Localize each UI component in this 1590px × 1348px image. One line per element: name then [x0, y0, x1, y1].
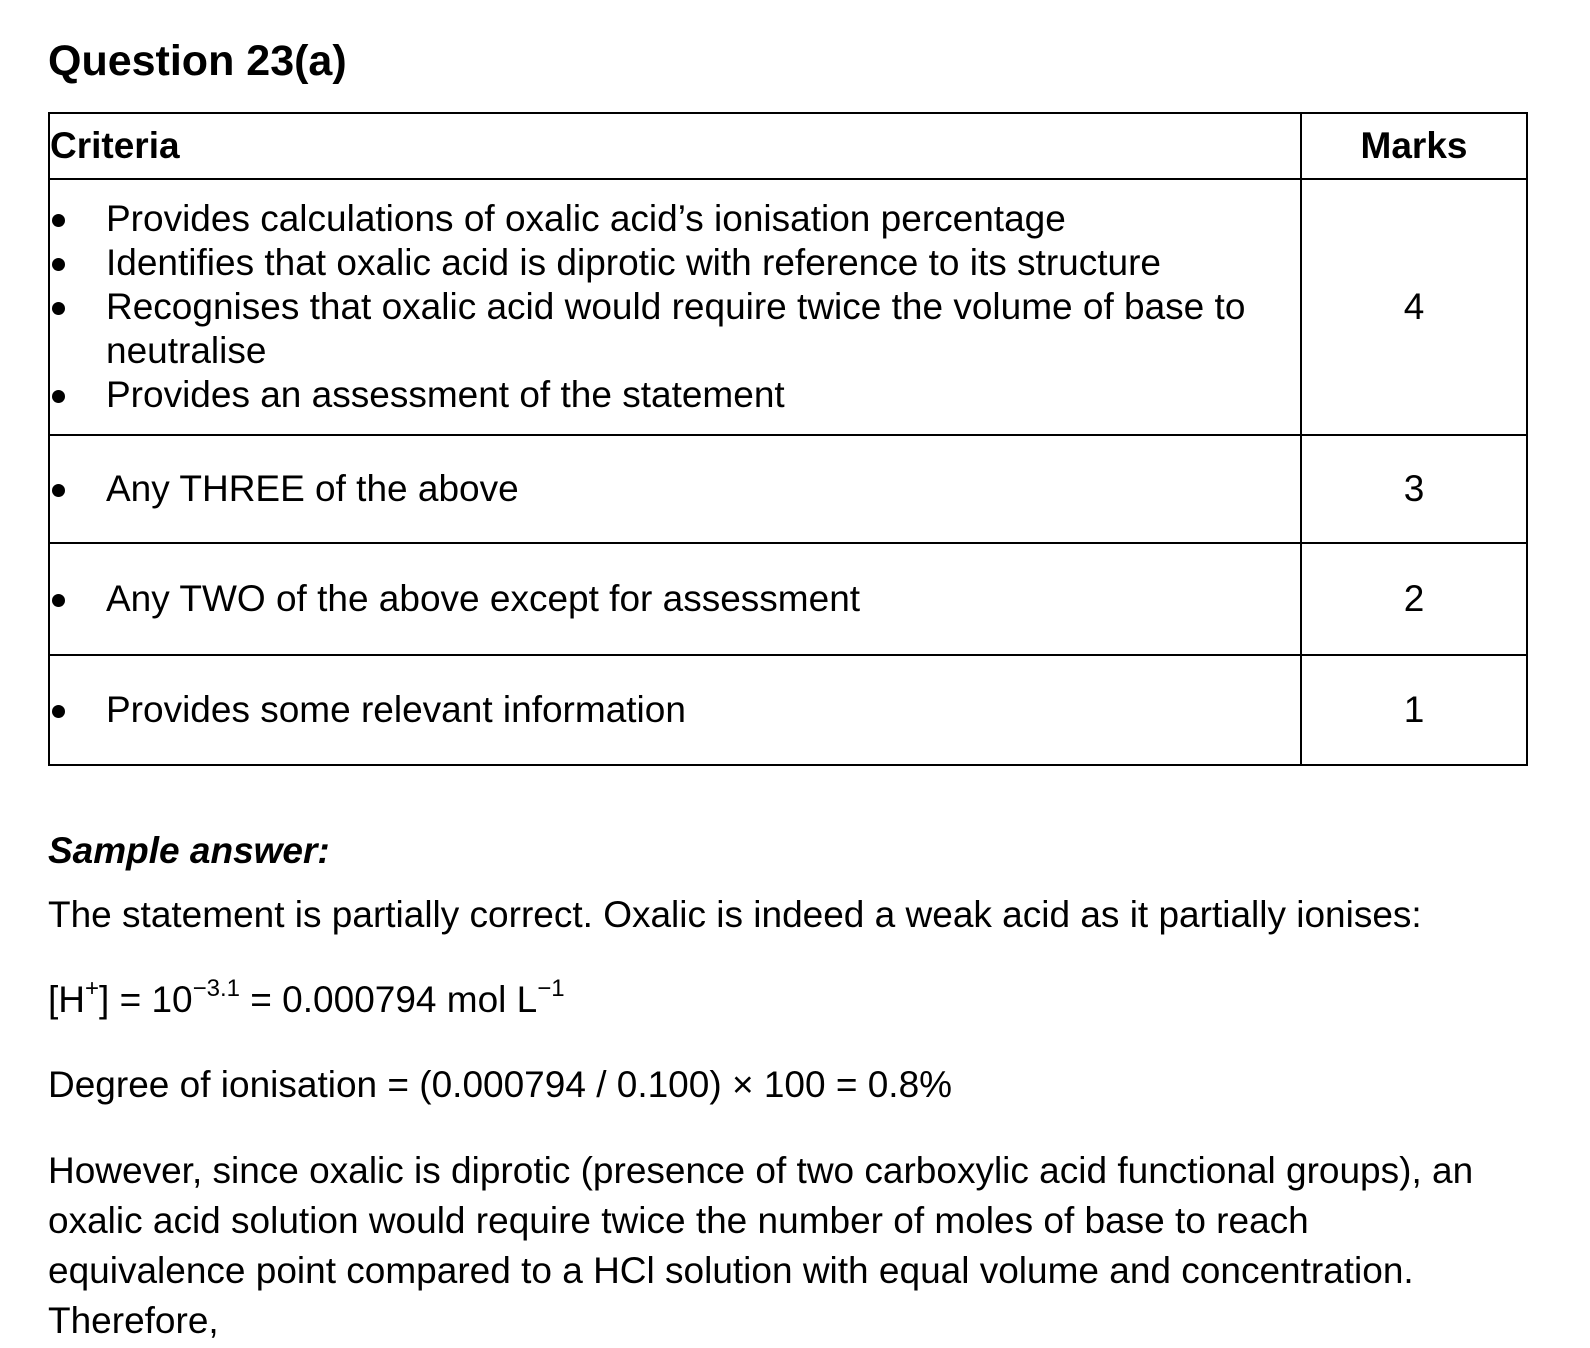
criteria-list — [50, 197, 1300, 417]
table-row — [49, 543, 1527, 655]
table-row — [49, 435, 1527, 543]
bullet-icon — [52, 214, 65, 227]
criteria-column-header: Criteria — [49, 113, 1301, 179]
table-row — [49, 179, 1527, 435]
bullet-icon — [52, 390, 65, 403]
criteria-item: Recognises that oxalic acid would require twice the volume of base to neutralise — [50, 285, 1300, 373]
criteria-cell — [49, 655, 1301, 765]
bullet-icon — [52, 302, 65, 315]
criteria-cell — [49, 435, 1301, 543]
sample-answer-heading: Sample answer: — [48, 830, 330, 871]
degree-of-ionisation-equation: Degree of ionisation = (0.000794 / 0.100) × 100 = 0.8% — [48, 1064, 953, 1105]
marks-column-header: Marks — [1301, 113, 1527, 179]
criteria-cell — [49, 543, 1301, 655]
criteria-cell — [49, 179, 1301, 435]
bullet-icon — [52, 594, 65, 607]
marks-cell: 2 — [1301, 543, 1527, 655]
marking-criteria-table — [48, 112, 1528, 766]
criteria-list — [50, 688, 1300, 732]
table-row — [49, 655, 1527, 765]
marks-cell: 4 — [1301, 179, 1527, 435]
bullet-icon — [52, 705, 65, 718]
criteria-item: Any TWO of the above except for assessment — [50, 577, 1300, 621]
criteria-item: Provides some relevant information — [50, 688, 1300, 732]
criteria-item: Any THREE of the above — [50, 467, 1300, 511]
marks-cell: 3 — [1301, 435, 1527, 543]
criteria-list — [50, 577, 1300, 621]
answer-intro-text: The statement is partially correct. Oxalic is indeed a weak acid as it partially ionises: — [48, 894, 1422, 935]
bullet-icon — [52, 484, 65, 497]
criteria-item: Identifies that oxalic acid is diprotic with reference to its structure — [50, 241, 1300, 285]
criteria-list — [50, 467, 1300, 511]
answer-conclusion-text: However, since oxalic is diprotic (presence of two carboxylic acid functional groups), an oxalic acid solution would require twice the number of moles of base to reach equivalence point compared to a HCl solution with equal volume and concentration. Therefore, — [48, 1150, 1474, 1341]
marks-cell: 1 — [1301, 655, 1527, 765]
criteria-item: Provides an assessment of the statement — [50, 373, 1300, 417]
question-title: Question 23(a) — [48, 37, 347, 85]
bullet-icon — [52, 258, 65, 271]
hydrogen-ion-equation: $[H^+] = 10^{-3.1} = 0.000794$ mol $L^{-1}$ — [48, 975, 565, 1020]
table-header-row — [49, 113, 1527, 179]
criteria-item: Provides calculations of oxalic acid’s ionisation percentage — [50, 197, 1300, 241]
